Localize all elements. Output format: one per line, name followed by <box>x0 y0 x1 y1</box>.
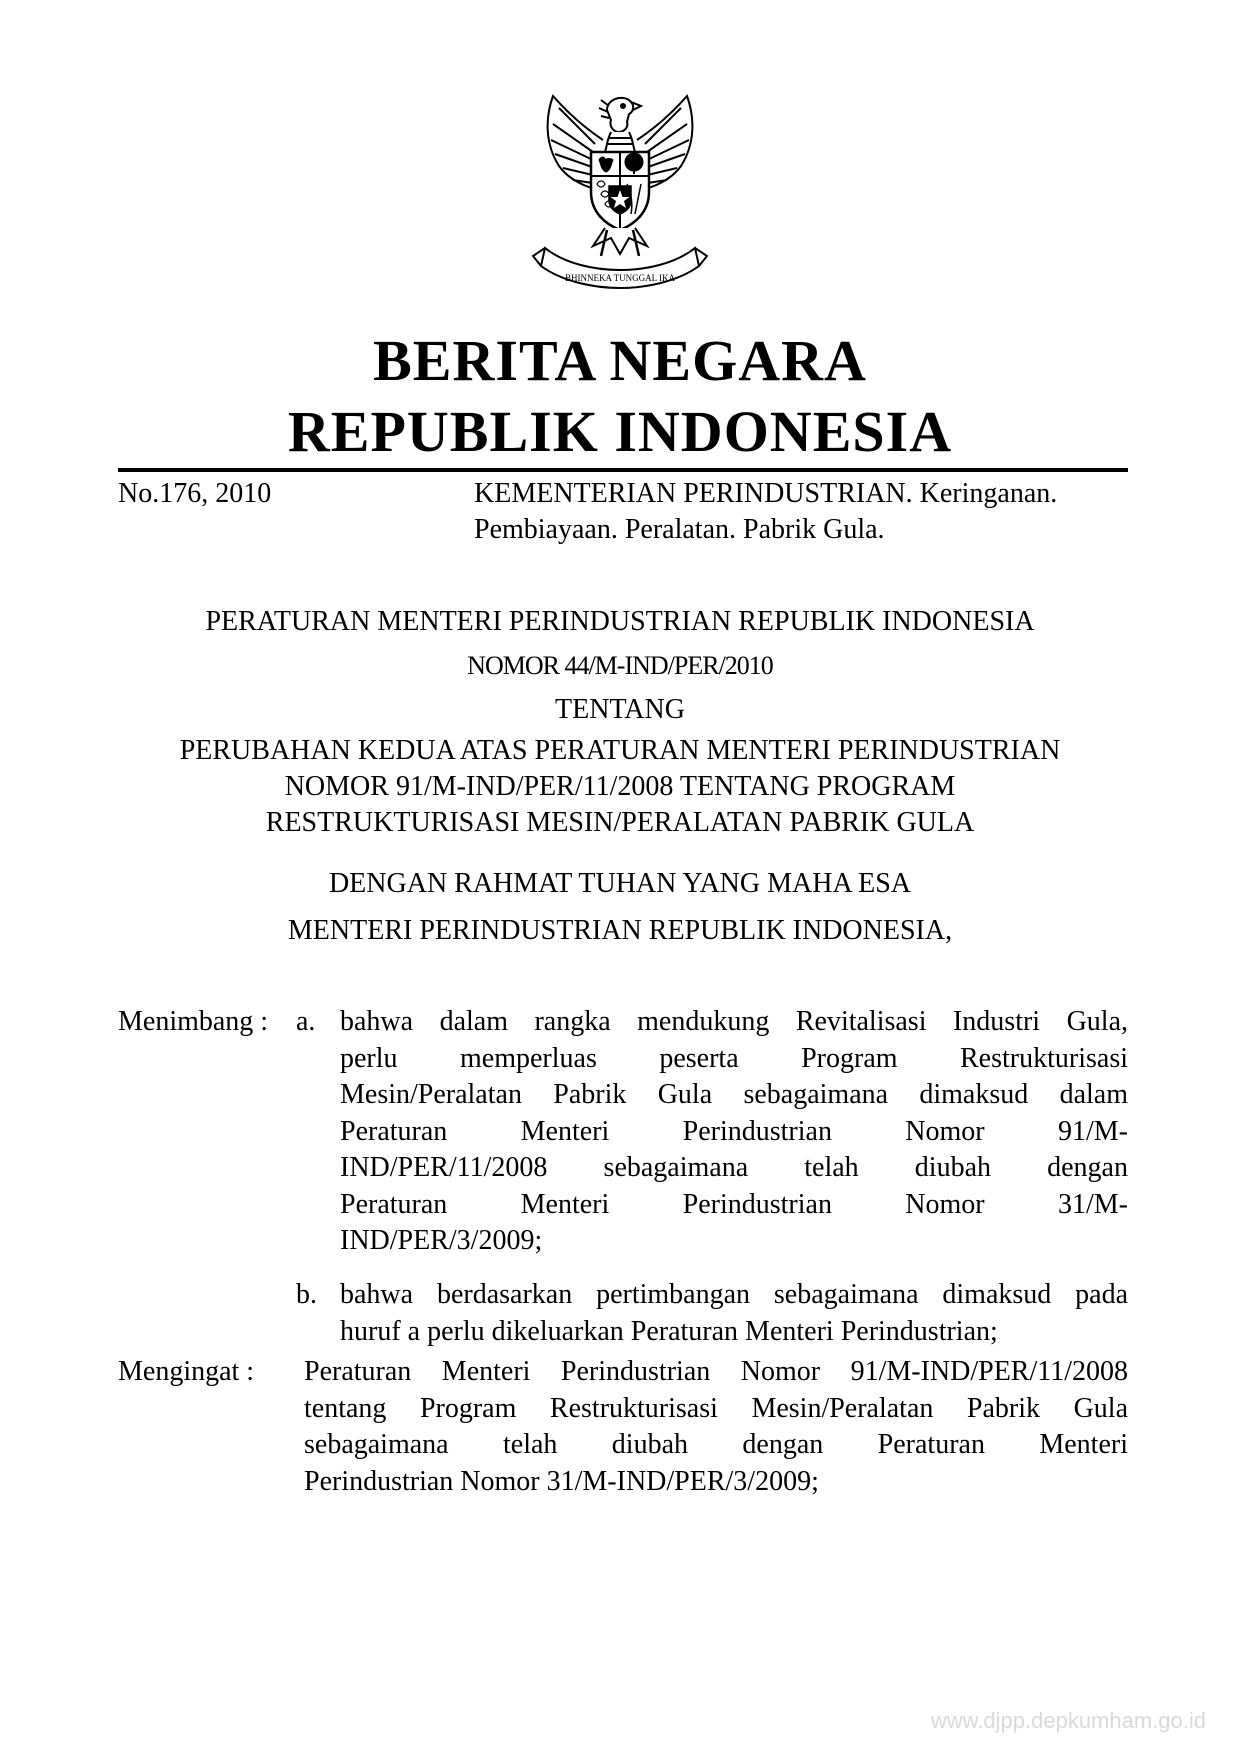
paragraph-line: huruf a perlu dikeluarkan Peraturan Menteri Perindustrian; <box>340 1315 998 1347</box>
regulation-title-line: NOMOR 91/M-IND/PER/11/2008 TENTANG PROGRAM <box>284 771 956 802</box>
paragraph-line: IND/PER/11/2008 sebagaimana telah diubah dengan <box>340 1152 1128 1183</box>
paragraph-line: perlu memperluas peserta Program Restrukturisasi <box>340 1042 1128 1074</box>
menimbang-item-letter: b. <box>296 1279 317 1310</box>
menimbang-item-a <box>340 1004 1128 1260</box>
paragraph-line: Mesin/Peralatan Pabrik Gula sebagaimana dimaksud dalam <box>340 1079 1128 1110</box>
garuda-pancasila-emblem-icon <box>515 88 725 298</box>
issue-number: No.176, 2010 <box>118 478 272 509</box>
regulation-title-line: RESTRUKTURISASI MESIN/PERALATAN PABRIK GULA <box>265 807 975 838</box>
paragraph-line: bahwa berdasarkan pertimbangan sebagaimana dimaksud pada <box>340 1279 1128 1310</box>
issue-subject-line: KEMENTERIAN PERINDUSTRIAN. Keringanan. <box>474 478 1058 509</box>
regulation-number: NOMOR 44/M-IND/PER/2010 <box>467 651 773 680</box>
paragraph-line: Perindustrian Nomor 31/M-IND/PER/3/2009; <box>304 1465 819 1497</box>
paragraph-line: bahwa dalam rangka mendukung Revitalisasi Industri Gula, <box>340 1006 1128 1037</box>
masthead-title: BERITA NEGARA <box>373 328 867 393</box>
regulation-about: TENTANG <box>555 694 685 725</box>
mengingat-label: Mengingat : <box>118 1356 255 1387</box>
paragraph-line: Peraturan Menteri Perindustrian Nomor 91/M-IND/PER/11/2008 <box>304 1356 1128 1387</box>
menimbang-item-letter: a. <box>296 1006 316 1037</box>
mengingat-body <box>304 1354 1128 1500</box>
paragraph-line: tentang Program Restrukturisasi Mesin/Peralatan Pabrik Gula <box>304 1392 1128 1424</box>
paragraph-line: Peraturan Menteri Perindustrian Nomor 31/M- <box>340 1188 1128 1220</box>
invocation: DENGAN RAHMAT TUHAN YANG MAHA ESA <box>328 868 912 899</box>
issue-subject-line: Pembiayaan. Peralatan. Pabrik Gula. <box>474 514 885 545</box>
watermark-url: www.djpp.depkumham.go.id <box>930 1708 1206 1733</box>
regulation-heading: PERATURAN MENTERI PERINDUSTRIAN REPUBLIK INDONESIA <box>205 606 1035 637</box>
issue-subject <box>474 476 1128 548</box>
masthead-subtitle: REPUBLIK INDONESIA <box>287 399 953 464</box>
paragraph-line: IND/PER/3/2009; <box>340 1225 543 1256</box>
paragraph-line: Peraturan Menteri Perindustrian Nomor 91/M- <box>340 1115 1128 1147</box>
menimbang-item-b <box>340 1277 1128 1350</box>
minister-title: MENTERI PERINDUSTRIAN REPUBLIK INDONESIA, <box>287 915 953 946</box>
svg-text:BHINNEKA TUNGGAL IKA: BHINNEKA TUNGGAL IKA <box>565 273 675 283</box>
regulation-title-line: PERUBAHAN KEDUA ATAS PERATURAN MENTERI PERINDUSTRIAN <box>179 735 1061 766</box>
masthead-divider <box>118 468 1128 472</box>
paragraph-line: sebagaimana telah diubah dengan Peraturan Menteri <box>304 1429 1128 1460</box>
menimbang-label: Menimbang : <box>118 1006 269 1037</box>
